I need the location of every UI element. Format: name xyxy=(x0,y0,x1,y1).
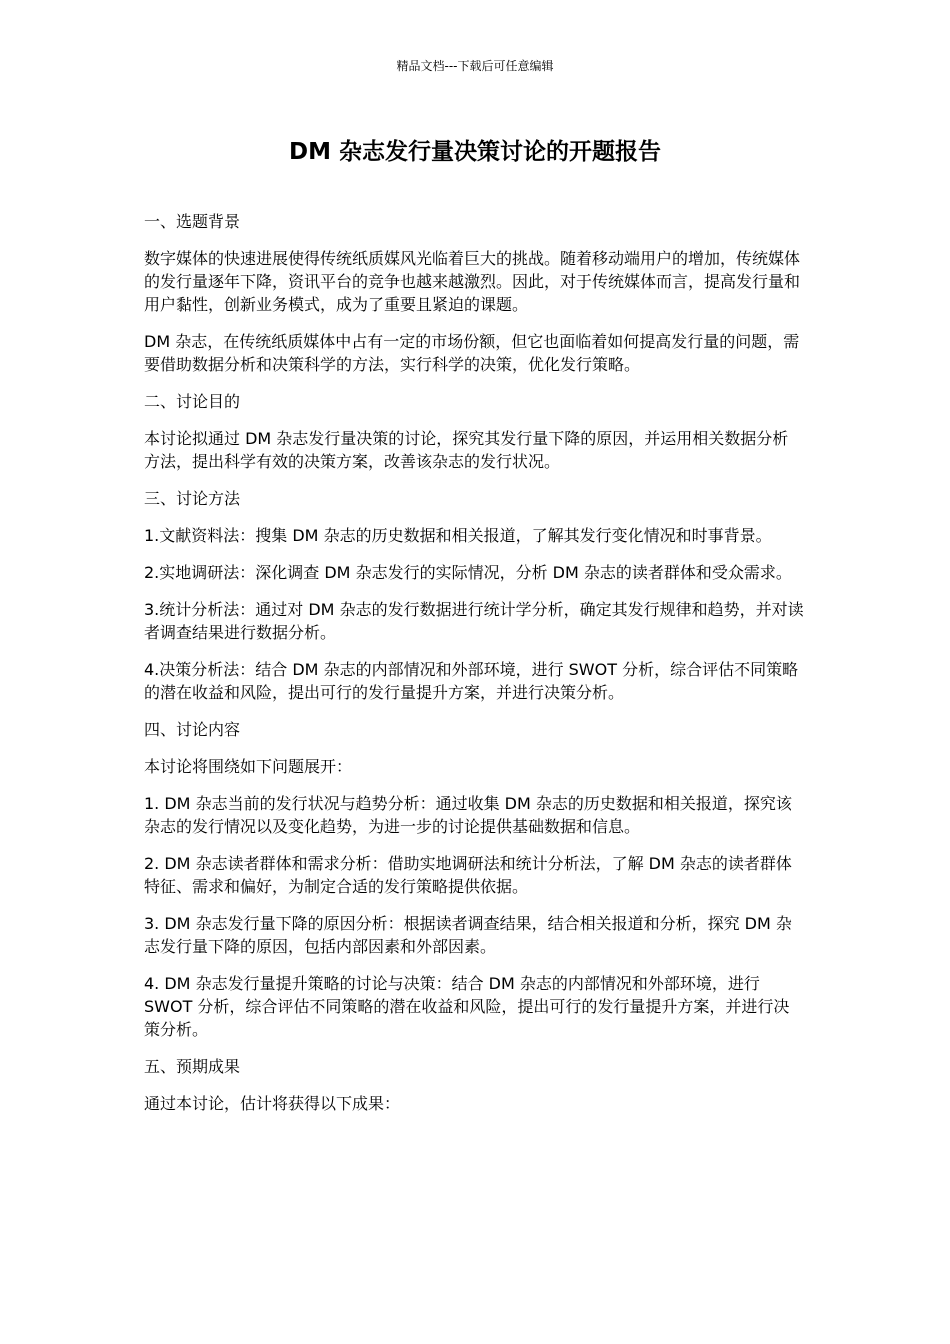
section-heading-background: 一、选题背景 xyxy=(144,212,241,231)
method-item-statistics: 3.统计分析法：通过对 DM 杂志的发行数据进行统计学分析，确定其发行规律和趋势，并对读者调查结果进行数据分析。 xyxy=(144,600,804,642)
section-heading-methods: 三、讨论方法 xyxy=(144,489,241,508)
section-heading-outcomes: 五、预期成果 xyxy=(144,1057,241,1076)
paragraph-content-intro: 本讨论将围绕如下问题展开： xyxy=(144,757,353,776)
content-item-decline-causes: 3. DM 杂志发行量下降的原因分析：根据读者调查结果，结合相关报道和分析，探究 DM 杂志发行量下降的原因，包括内部因素和外部因素。 xyxy=(144,914,792,956)
section-heading-purpose: 二、讨论目的 xyxy=(144,392,241,411)
content-item-status-trend: 1. DM 杂志当前的发行状况与趋势分析：通过收集 DM 杂志的历史数据和相关报道，探究该杂志的发行情况以及变化趋势，为进一步的讨论提供基础数据和信息。 xyxy=(144,794,792,836)
content-item-readers: 2. DM 杂志读者群体和需求分析：借助实地调研法和统计分析法，了解 DM 杂志的读者群体特征、需求和偏好，为制定合适的发行策略提供依据。 xyxy=(144,854,792,896)
paragraph-purpose: 本讨论拟通过 DM 杂志发行量决策的讨论，探究其发行量下降的原因，并运用相关数据分析方法，提出科学有效的决策方案，改善该杂志的发行状况。 xyxy=(144,429,789,471)
paragraph-background-2: DM 杂志，在传统纸质媒体中占有一定的市场份额，但它也面临着如何提高发行量的问题，需要借助数据分析和决策科学的方法，实行科学的决策，优化发行策略。 xyxy=(144,332,800,374)
header-note: 精品文档---下载后可任意编辑 xyxy=(396,59,554,73)
section-heading-content: 四、讨论内容 xyxy=(144,720,241,739)
paragraph-background-1: 数字媒体的快速进展使得传统纸质媒风光临着巨大的挑战。随着移动端用户的增加，传统媒体的发行量逐年下降，资讯平台的竞争也越来越激烈。因此，对于传统媒体而言，提高发行量和用户黏性，创新业务模式，成为了重要且紧迫的课题。 xyxy=(144,249,801,314)
method-item-field-research: 2.实地调研法：深化调查 DM 杂志发行的实际情况，分析 DM 杂志的读者群体和受众需求。 xyxy=(144,563,792,582)
document-title: DM 杂志发行量决策讨论的开题报告 xyxy=(289,139,661,165)
method-item-decision-analysis: 4.决策分析法：结合 DM 杂志的内部情况和外部环境，进行 SWOT 分析，综合评估不同策略的潜在收益和风险，提出可行的发行量提升方案，并进行决策分析。 xyxy=(144,660,799,702)
document-body xyxy=(144,210,804,1129)
content-item-strategy: 4. DM 杂志发行量提升策略的讨论与决策：结合 DM 杂志的内部情况和外部环境，进行 SWOT 分析，综合评估不同策略的潜在收益和风险，提出可行的发行量提升方案，并进行决策分析。 xyxy=(144,974,790,1039)
paragraph-outcomes-intro: 通过本讨论，估计将获得以下成果： xyxy=(144,1094,401,1113)
method-item-literature: 1.文献资料法：搜集 DM 杂志的历史数据和相关报道，了解其发行变化情况和时事背景。 xyxy=(144,526,772,545)
